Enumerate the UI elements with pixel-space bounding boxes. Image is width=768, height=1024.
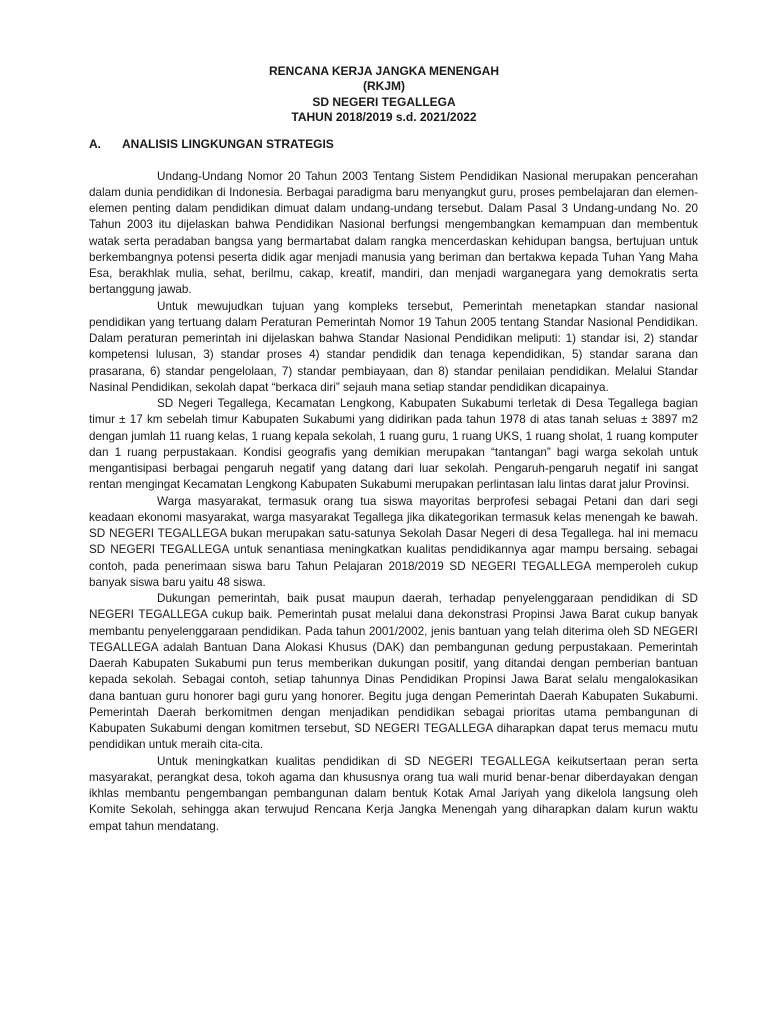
body-text bbox=[89, 169, 698, 835]
section-heading bbox=[89, 136, 334, 152]
section-letter: A. bbox=[89, 137, 101, 151]
paragraph-6: Untuk meningkatkan kualitas pendidikan di SD NEGERI TEGALLEGA keikutsertaan peran serta masyarakat, perangkat desa, tokoh agama dan khususnya orang tua wali murid benar-benar diberdayakan dengan ikhlas membantu pengembangan pembangunan dalam bentuk Kotak Amal Jariyah yang dikelola langsung oleh Komite Sekolah, sehingga akan terwujud Rencana Kerja Jangka Menengah yang diharapkan dalam kurun waktu empat tahun mendatang. bbox=[89, 754, 698, 833]
title-line-3: SD NEGERI TEGALLEGA bbox=[312, 94, 456, 109]
paragraph-2: Untuk mewujudkan tujuan yang kompleks tersebut, Pemerintah menetapkan standar nasional pendidikan yang tertuang dalam Peraturan Pemerintah Nomor 19 Tahun 2005 tentang Standar Nasional Pendidikan. Dalam peraturan pemerintah ini dijelaskan bahwa Standar Nasional Pendidikan meliputi: 1) standar isi, 2) standar kompetensi lulusan, 3) standar proses 4) standar pendidik dan tenaga kependidikan, 5) standar sarana dan prasarana, 6) standar pengelolaan, 7) standar pembiayaan, dan 8) standar penilaian pendidikan. Melalui Standar Nasinal Pendidikan, sekolah dapat “berkaca diri” sejauh mana setiap standar pendidikan dicapainya. bbox=[89, 299, 698, 394]
paragraph-1: Undang-Undang Nomor 20 Tahun 2003 Tentang Sistem Pendidikan Nasional merupakan pencerahan dalam dunia pendidikan di Indonesia. Berbagai paradigma baru menyangkut guru, proses pembelajaran dan elemen-elemen penting dalam pendidikan dimuat dalam undang-undang tersebut. Dalam Pasal 3 Undang-undang No. 20 Tahun 2003 itu dijelaskan bahwa Pendidikan Nasional berfungsi mengembangkan kemampuan dan membentuk watak serta peradaban bangsa yang bermartabat dalam rangka mencerdaskan kehidupan bangsa, bertujuan untuk berkembangnya potensi peserta didik agar menjadi manusia yang beriman dan bertakwa kepada Tuhan Yang Maha Esa, berakhlak mulia, sehat, berilmu, cakap, kreatif, mandiri, dan menjadi warganegara yang demokratis serta bertanggung jawab. bbox=[89, 169, 698, 297]
title-line-1: RENCANA KERJA JANGKA MENENGAH bbox=[268, 64, 499, 78]
paragraph-3: SD Negeri Tegallega, Kecamatan Lengkong, Kabupaten Sukabumi terletak di Desa Tegallega bagian timur ± 17 km sebelah timur Kabupaten Sukabumi yang didirikan pada tahun 1978 di atas tanah seluas ± 3897 m2 dengan jumlah 11 ruang kelas, 1 ruang kepala sekolah, 1 ruang guru, 1 ruang UKS, 1 ruang sholat, 1 ruang komputer dan 1 ruang perpustakaan. Kondisi geografis yang demikian merupakan “tantangan” bagi warga sekolah untuk mengantisipasi berbagai pengaruh negatif yang datang dari luar sekolah. Pengaruh-pengaruh negatif ini sangat rentan mengingat Kecamatan Lengkong Kabupaten Sukabumi merupakan perlintasan lalu lintas darat jalur Provinsi. bbox=[89, 397, 698, 492]
section-heading-text: ANALISIS LINGKUNGAN STRATEGIS bbox=[122, 137, 334, 151]
document-title bbox=[0, 64, 768, 125]
title-line-4: TAHUN 2018/2019 s.d. 2021/2022 bbox=[291, 109, 477, 124]
paragraph-4: Warga masyarakat, termasuk orang tua siswa mayoritas berprofesi sebagai Petani dan dari segi keadaan ekonomi masyarakat, warga masyarakat Tegallega jika dikategorikan termasuk kelas menengah ke bawah. SD NEGERI TEGALLEGA bukan merupakan satu-satunya Sekolah Dasar Negeri di desa Tegallega. hal ini memacu SD NEGERI TEGALLEGA untuk senantiasa meningkatkan kualitas pendidikannya agar mampu bersaing. sebagai contoh, pada penerimaan siswa baru Tahun Pelajaran 2018/2019 SD NEGERI TEGALLEGA memperoleh cukup banyak siswa baru yaitu 48 siswa. bbox=[89, 494, 698, 589]
title-line-2: (RKJM) bbox=[363, 79, 405, 94]
paragraph-5: Dukungan pemerintah, baik pusat maupun daerah, terhadap penyelenggaraan pendidikan di SD NEGERI TEGALLEGA cukup baik. Pemerintah pusat melalui dana dekonstrasi Propinsi Jawa Barat cukup banyak membantu penyelenggaraan pendidikan. Pada tahun 2001/2002, jenis bantuan yang telah diterima oleh SD NEGERI TEGALLEGA adalah Bantuan Dana Alokasi Khusus (DAK) dan pembangunan gedung perpustakaan. Pemerintah Daerah Kabupaten Sukabumi pun terus memberikan dukungan positif, yang ditandai dengan pemberian bantuan kepada sekolah. Sebagai contoh, setiap tahunnya Dinas Pendidikan Propinsi Jawa Barat selalu mengalokasikan dana bantuan guru honorer bagi guru yang honorer. Begitu juga dengan Pemerintah Daerah Kabupaten Sukabumi. Pemerintah Daerah berkomitmen dengan menjadikan pendidikan sebagai prioritas utama pembangunan di Kabupaten Sukabumi dengan komitmen tersebut, SD NEGERI TEGALLEGA diharapkan dapat terus memacu mutu pendidikan untuk meraih cita-cita. bbox=[89, 592, 698, 752]
